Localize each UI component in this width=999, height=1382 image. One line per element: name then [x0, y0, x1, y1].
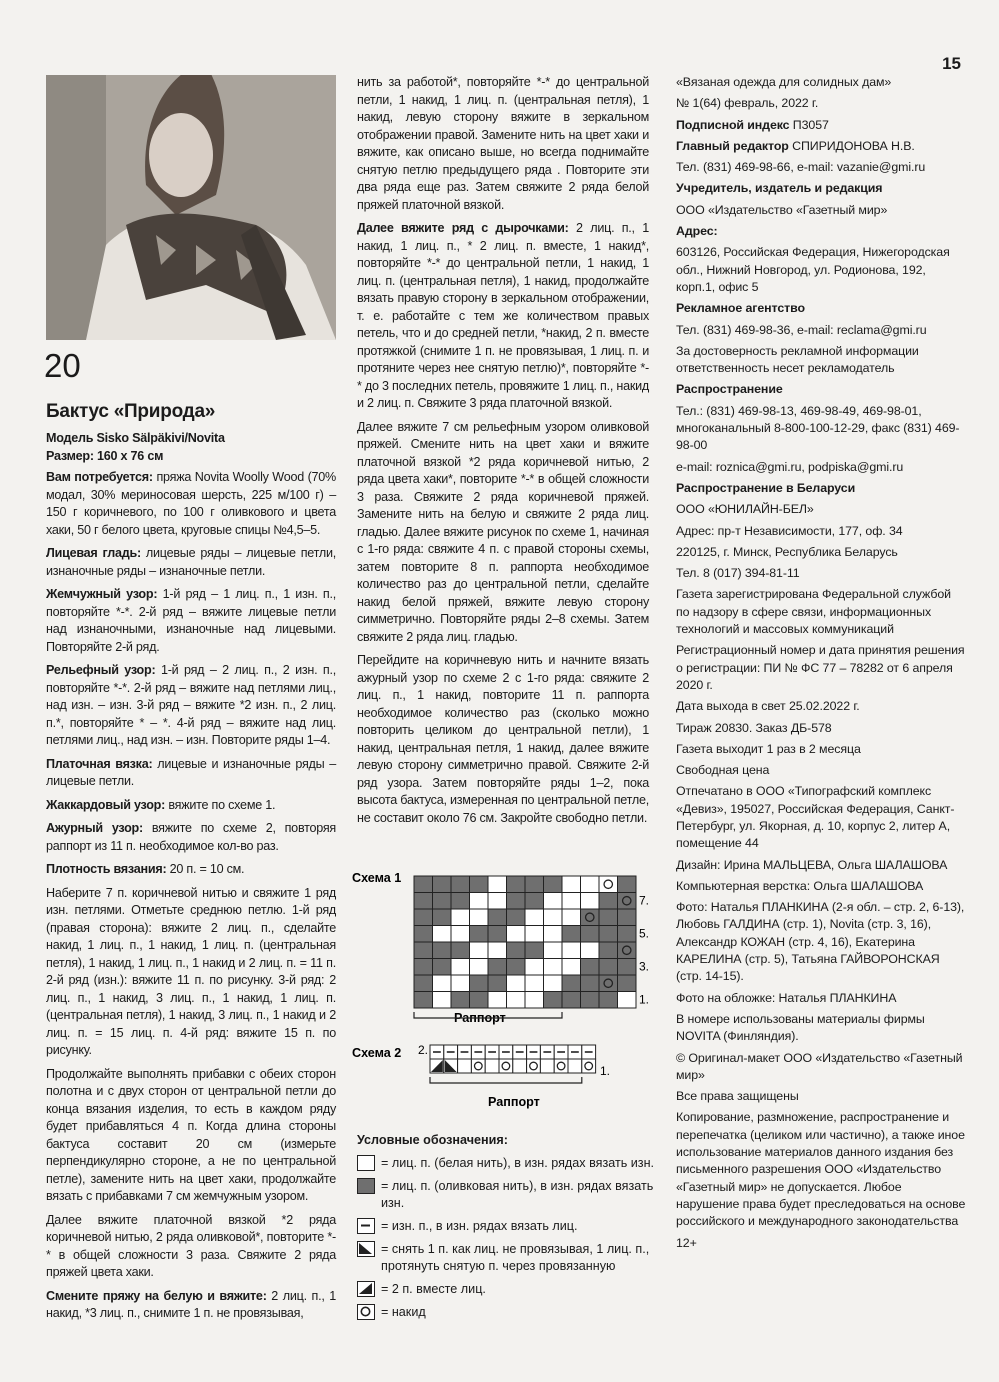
- chart-1-cell: [507, 992, 526, 1009]
- chart-1-cell: [618, 992, 637, 1009]
- chart-1-cell: [507, 942, 526, 959]
- chart-1-rapport: Раппорт: [454, 1011, 506, 1025]
- paragraph-label: Рельефный узор:: [46, 663, 156, 677]
- paragraph-text: Наберите 7 п. коричневой нитью и свяжите 1 ряд изн. петлями. Отметьте среднюю петлю. 1-й ряд (правая сторона): вяжите 2 лиц. п., сделайте накид, 1 лиц. п., 1 накид, 1 лиц. п. (центральная петля), 1 накид, 1 лиц. п., 1 накид и 2 лиц. п. = 11 п. 2-й ряд (изн.): вяжите 11 п. по рисунку. 3-й ряд: 2 лиц. п., 1 накид, 3 лиц. п., 1 накид, 1 лиц. п. (центральная петля), 1 накид, 3 лиц. п., 1 накид и 2 лиц. п. = 15 лиц. п. 4-й ряд: вяжите 15 п. по рисунку.: [46, 885, 336, 1057]
- imprint-text: 12+: [676, 1235, 697, 1250]
- chart-1-cell: [507, 893, 526, 910]
- imprint-text: За достоверность рекламной информации ответственность несет рекламодатель: [676, 343, 919, 376]
- chart-1-cell: [488, 926, 507, 943]
- legend-item: = снять 1 п. как лиц. не провязывая, 1 лиц. п., протянуть снятую п. через провязанную: [357, 1241, 657, 1275]
- chart-1: [350, 872, 650, 1037]
- chart-1-cell: [562, 893, 581, 910]
- chart-1-cell: [599, 909, 618, 926]
- paragraph-text: 2 лиц. п., 1 накид, *3 лиц. п., снимите 1 п. не провязывая,: [46, 1288, 336, 1320]
- chart-1-cell: [451, 893, 470, 910]
- chart-1-cell: [507, 975, 526, 992]
- paragraph: [357, 419, 649, 647]
- paragraph: [46, 469, 336, 539]
- paragraph-text: пряжа Novita Woolly Wood (70% модал, 30% мериносовая шерсть, 225 м/100 г) – 150 г коричневого, по 100 г оливкового и цвета хаки, 50 г белого цвета, круговые спицы №4,5–5.: [46, 470, 336, 537]
- chart-2-cell: [513, 1059, 527, 1073]
- model-photo: [46, 75, 336, 340]
- paragraph-text: Далее вяжите платочной вязкой *2 ряда коричневой нитью, 2 ряда оливковой*, повторите *-* в общей сложности 3 раза. Свяжите 2 ряда пряжей цвета хаки.: [46, 1212, 336, 1279]
- chart-1-cell: [525, 992, 544, 1009]
- imprint-text: СПИРИДОНОВА Н.В.: [788, 138, 915, 153]
- chart-1-grid: [350, 872, 650, 1032]
- chart-1-cell: [599, 959, 618, 976]
- paragraph-label: Вам потребуется:: [46, 470, 153, 484]
- slip-decrease-icon: [357, 1241, 375, 1257]
- chart-1-cell: [414, 909, 433, 926]
- chart-1-cell: [525, 942, 544, 959]
- chart-2-grid: [350, 1044, 650, 1114]
- imprint-text: Газета зарегистрирована Федеральной службой по надзору в сфере связи, информационных технологий и массовых коммуникаций: [676, 587, 951, 637]
- column-2-body: [357, 74, 649, 827]
- imprint-body: [676, 74, 966, 1252]
- paragraph-text: лицевые и изнаночные ряды – лицевые петли.: [46, 756, 336, 788]
- chart-1-cell: [488, 876, 507, 893]
- imprint-text: П3057: [789, 117, 829, 132]
- imprint-line: [676, 762, 966, 779]
- legend-item: = изн. п., в изн. рядах вязать лиц.: [357, 1218, 657, 1235]
- paragraph: [46, 885, 336, 1060]
- imprint-line: [676, 720, 966, 737]
- imprint-line: [676, 990, 966, 1007]
- chart-1-cell: [414, 893, 433, 910]
- imprint-line: [676, 343, 966, 378]
- imprint-text: Фото на обложке: Наталья ПЛАНКИНА: [676, 990, 897, 1005]
- chart-1-cell: [488, 959, 507, 976]
- imprint-text: Все права защищены: [676, 1089, 799, 1104]
- imprint-line: [676, 1050, 966, 1085]
- pattern-number: 20: [44, 347, 81, 384]
- legend-item: = накид: [357, 1304, 657, 1321]
- imprint-line: [676, 74, 966, 91]
- chart-1-cell: [581, 876, 600, 893]
- legend-item: = 2 п. вместе лиц.: [357, 1281, 657, 1298]
- imprint-text: ООО «ЮНИЛАЙН-БЕЛ»: [676, 502, 814, 517]
- paragraph: [357, 220, 649, 413]
- page-number: 15: [942, 54, 961, 73]
- imprint-line: [676, 523, 966, 540]
- chart-1-cell: [451, 959, 470, 976]
- imprint-line: [676, 1088, 966, 1105]
- chart-1-cell: [414, 959, 433, 976]
- chart-1-cell: [414, 942, 433, 959]
- chart-1-cell: [433, 992, 452, 1009]
- chart-1-cell: [470, 942, 489, 959]
- chart-1-cell: [618, 975, 637, 992]
- legend-title: Условные обозначения:: [357, 1133, 508, 1147]
- chart-1-cell: [581, 942, 600, 959]
- paragraph-label: Ажурный узор:: [46, 821, 143, 835]
- chart-1-cell: [618, 909, 637, 926]
- imprint-line: [676, 1235, 966, 1252]
- imprint-label: Главный редактор: [676, 138, 789, 153]
- chart-1-cell: [414, 876, 433, 893]
- chart-1-cell: [544, 992, 563, 1009]
- chart-1-cell: [470, 876, 489, 893]
- chart-1-cell: [599, 975, 618, 992]
- imprint-text: Тираж 20830. Заказ ДБ-578: [676, 720, 832, 735]
- imprint-line: [676, 899, 966, 985]
- imprint-line: [676, 586, 966, 638]
- imprint-line: [676, 783, 966, 852]
- chart-2-cell: [458, 1059, 472, 1073]
- imprint-text: Дата выхода в свет 25.02.2022 г.: [676, 699, 860, 714]
- chart-1-cell: [544, 975, 563, 992]
- chart-1-cell: [544, 942, 563, 959]
- chart-1-cell: [451, 876, 470, 893]
- chart-1-cell: [488, 942, 507, 959]
- imprint-text: Фото: Наталья ПЛАНКИНА (2-я обл. – стр. 2, 6-13), Любовь ГАЛДИНА (стр. 1), Novita (стр. 3, 16), Александр КОЖАН (стр. 4, 16), Екатерина КАРЕЛИНА (стр. 5), Татьяна ГАЙВОРОНСКАЯ (стр. 14-15).: [676, 900, 965, 984]
- chart-1-cell: [562, 926, 581, 943]
- woman-shawl-illustration: [46, 75, 336, 340]
- chart-1-cell: [414, 926, 433, 943]
- chart-1-cell: [470, 992, 489, 1009]
- chart-1-cell: [525, 909, 544, 926]
- imprint-text: Газета выходит 1 раз в 2 месяца: [676, 741, 861, 756]
- chart-1-cell: [488, 909, 507, 926]
- imprint-line: [676, 300, 966, 317]
- imprint-column: [676, 74, 966, 1256]
- legend-item: = лиц. п. (белая нить), в изн. рядах вязать изн.: [357, 1155, 657, 1172]
- chart-2-cell: [527, 1059, 541, 1073]
- olive-square-icon: [357, 1178, 375, 1194]
- imprint-label: Распространение: [676, 382, 783, 397]
- instructions-column-2: [357, 74, 649, 833]
- chart-2-cell: [471, 1059, 485, 1073]
- paragraph-label: Жаккардовый узор:: [46, 797, 166, 812]
- paragraph-text: 1-й ряд – 2 лиц. п., 2 изн. п., повторяйте *-*. 2-й ряд – вяжите над петлями лиц., над изн. – изн. 3-й ряд – вяжите *2 изн. п., 2 лиц. п.*, повторяйте * – *. 4-й ряд – вяжите над лиц. петлями лиц., над изн. – изн. Повторите ряды 1–4.: [46, 663, 336, 747]
- paragraph-text: Перейдите на коричневую нить и начните вязать ажурный узор по схеме 2 с 1-го ряда: свяжите 2 лиц. п., 1 накид, повторите 11 п. раппорта необходимое количество раз (сколько можно повторить целиком до центральной петли), 1 накид, центральная петля, 1 накид, далее вяжите левую сторону симметрично правой. Свяжите 2-й ряд узора. Затем повторяйте ряды 1–2, пока высота бактуса, измеренная по центральной петле, не составит около 76 см. Закройте свободно петли.: [357, 653, 649, 825]
- column-1-body: [46, 469, 336, 1323]
- imprint-line: [676, 244, 966, 296]
- chart-1-cell: [562, 959, 581, 976]
- imprint-line: [676, 138, 966, 155]
- imprint-line: [676, 381, 966, 398]
- chart-1-cell: [470, 893, 489, 910]
- chart-2-row-1: 1.: [600, 1064, 611, 1078]
- imprint-text: Дизайн: Ирина МАЛЬЦЕВА, Ольга ШАЛАШОВА: [676, 857, 948, 872]
- paragraph-label: Платочная вязка:: [46, 756, 153, 771]
- chart-1-cell: [525, 926, 544, 943]
- imprint-line: [676, 1011, 966, 1046]
- chart-1-cell: [618, 893, 637, 910]
- chart-1-cell: [525, 893, 544, 910]
- chart-2-cell: [540, 1059, 554, 1073]
- model-credit: Модель Sisko Sälpäkivi/Novita: [46, 431, 225, 445]
- chart-1-cell: [544, 926, 563, 943]
- paragraph-text: лицевые ряды – лицевые петли, изнаночные ряды – изнаночные петли.: [46, 546, 336, 578]
- chart-1-cell: [599, 926, 618, 943]
- chart-1-cell: [470, 959, 489, 976]
- imprint-text: Компьютерная верстка: Ольга ШАЛАШОВА: [676, 878, 924, 893]
- paragraph-text: 2 лиц. п., 1 накид, 1 лиц. п., * 2 лиц. п. вместе, 1 накид*, повторяйте *-* до центральной петли, 1 накид, 1 лиц. п. (центральная петля), 1 накид, продолжайте вязать правую сторону в зеркальном отображении, т. е. работайте с тем же количеством правых петель, что и до средней петли, *накид, 2 п. вместе протяжкой (снимите 1 п. не провязывая, 1 лиц. п. и протяните через нее снятую петлю)*, повторяйте *-* до 3 последних петель, провяжите 1 лиц. п., накид и 2 лиц. п. Свяжите 3 ряда платочной вязкой.: [357, 221, 649, 410]
- chart-1-cell: [599, 992, 618, 1009]
- imprint-text: 220125, г. Минск, Республика Беларусь: [676, 544, 898, 559]
- chart-1-cell: [451, 926, 470, 943]
- paragraph-text: 20 п. = 10 см.: [166, 862, 245, 876]
- imprint-label: Адрес:: [676, 224, 718, 239]
- paragraph-text: 1-й ряд – 1 лиц. п., 1 изн. п., повторяйте *-*. 2-й ряд – вяжите лицевые петли над изнаночными, изнаночные над лицевыми. Повторяйте 2-й ряд.: [46, 587, 336, 654]
- paragraph-label: Плотность вязания:: [46, 862, 167, 876]
- paragraph-text: вяжите по схеме 1.: [165, 797, 276, 812]
- chart-2-cell: [554, 1059, 568, 1073]
- chart-1-cell: [433, 975, 452, 992]
- chart-1-cell: [433, 959, 452, 976]
- chart-1-cell: [581, 992, 600, 1009]
- imprint-text: 603126, Российская Федерация, Нижегородская обл., Нижний Новгород, ул. Родионова, 192, корп.1, офис 5: [676, 245, 950, 294]
- imprint-line: [676, 642, 966, 694]
- chart-1-cell: [451, 975, 470, 992]
- pattern-title: Бактус «Природа»: [46, 401, 216, 422]
- imprint-line: [676, 857, 966, 874]
- imprint-text: Свободная цена: [676, 763, 770, 778]
- chart-1-cell: [599, 876, 618, 893]
- chart-1-cell: [544, 959, 563, 976]
- chart-1-cell: [618, 926, 637, 943]
- paragraph: [46, 1288, 336, 1323]
- chart-1-cell: [470, 909, 489, 926]
- imprint-line: [676, 565, 966, 582]
- imprint-text: ООО «Издательство «Газетный мир»: [676, 202, 888, 217]
- chart-1-cell: [618, 959, 637, 976]
- imprint-text: Копирование, размножение, распространение и перепечатка (целиком или частично), а также иное использование материалов данного издания без письменного разрешения ООО «Издательство «Газетный мир» не допускается. Любое нарушение права будет преследоваться на основе российского и международного законодательства: [676, 1110, 966, 1229]
- paragraph: [46, 545, 336, 580]
- legend-item: = лиц. п. (оливковая нить), в изн. рядах вязать изн.: [357, 1178, 657, 1212]
- imprint-line: [676, 878, 966, 895]
- imprint-line: [676, 741, 966, 758]
- paragraph: [46, 820, 336, 855]
- paragraph: [46, 1212, 336, 1282]
- paragraph-text: Далее вяжите 7 см рельефным узором оливковой пряжей. Смените нить на цвет хаки и вяжите платочной вязкой *2 ряда коричневой нитью, 2 ряда цвета хаки*, повторите *-* в общей сложности 3 раза. Свяжите 2 ряда коричневой пряжей. Замените нить на белую и свяжите 2 ряда лиц. гладью. Далее вяжите рисунок по схеме 1, начиная с 1-го ряда: свяжите 4 п. с правой стороны схемы, затем повторите 8 п. раппорта необходимое количество раз до центральной петли, сделайте накид белой пряжей, вяжите левую сторону симметрично. Повторяйте ряды 2–8 схемы. Затем свяжите 2 ряда лиц. гладью.: [357, 419, 649, 644]
- imprint-line: [676, 1109, 966, 1230]
- paragraph: [46, 586, 336, 656]
- chart-1-cell: [433, 926, 452, 943]
- chart-1-cell: [562, 942, 581, 959]
- chart-2: [350, 1044, 650, 1119]
- chart-1-cell: [507, 876, 526, 893]
- chart-1-cell: [581, 959, 600, 976]
- imprint-line: [676, 159, 966, 176]
- paragraph: [357, 652, 649, 827]
- imprint-line: [676, 117, 966, 134]
- chart-2-row-2: 2.: [418, 1044, 429, 1057]
- imprint-text: Тел. 8 (017) 394-81-11: [676, 566, 800, 581]
- chart-1-cell: [618, 876, 637, 893]
- chart-1-cell: [544, 893, 563, 910]
- chart-1-cell: [525, 975, 544, 992]
- imprint-line: [676, 459, 966, 476]
- imprint-text: Тел. (831) 469-98-66, e-mail: vazanie@gmi.ru: [676, 160, 926, 175]
- imprint-line: [676, 501, 966, 518]
- imprint-text: Тел.: (831) 469-98-13, 469-98-49, 469-98-01, многоканальный 8-800-100-12-29, факс (831) 469-98-00: [676, 403, 960, 453]
- imprint-label: Подписной индекс: [676, 117, 790, 132]
- chart-1-cell: [507, 926, 526, 943]
- chart-legend: [357, 1132, 657, 1327]
- imprint-text: «Вязаная одежда для солидных дам»: [676, 75, 892, 89]
- chart-1-cell: [414, 992, 433, 1009]
- imprint-line: [676, 403, 966, 455]
- paragraph: [46, 1066, 336, 1206]
- chart-1-cell: [470, 975, 489, 992]
- chart-1-cell: [433, 876, 452, 893]
- chart-1-cell: [451, 942, 470, 959]
- imprint-line: [676, 180, 966, 197]
- chart-2-cell: [568, 1059, 582, 1073]
- imprint-line: [676, 698, 966, 715]
- paragraph-text: нить за работой*, повторяйте *-* до центральной петли, 1 накид, 1 лиц. п. (центральная петля), 1 накид, левую сторону вяжите в зеркальном отображении правой. Замените нить на цвет хаки и вяжите, как описано выше, но всегда поднимайте снятую петлю предыдущего ряда . Повторите эти два ряда еще раз. Затем свяжите 2 ряда белой пряжей платочной вязкой.: [357, 75, 649, 212]
- paragraph-label: Смените пряжу на белую и вяжите:: [46, 1288, 267, 1303]
- imprint-text: e-mail: roznica@gmi.ru, podpiska@gmi.ru: [676, 459, 904, 474]
- chart-1-cell: [562, 876, 581, 893]
- imprint-label: Рекламное агентство: [676, 301, 805, 316]
- chart-1-cell: [618, 942, 637, 959]
- imprint-line: [676, 322, 966, 339]
- chart-1-cell: [562, 909, 581, 926]
- k2tog-icon: [357, 1281, 375, 1297]
- chart-1-row-number: 7.: [639, 893, 650, 908]
- chart-1-cell: [544, 909, 563, 926]
- instructions-column-1: [46, 400, 336, 1329]
- white-square-icon: [357, 1155, 375, 1171]
- paragraph: [46, 756, 336, 791]
- imprint-line: [676, 223, 966, 240]
- chart-1-cell: [599, 942, 618, 959]
- chart-1-cell: [581, 893, 600, 910]
- paragraph-text: вяжите по схеме 2, повторяя раппорт из 11 п. необходимое кол-во раз.: [46, 821, 336, 853]
- chart-1-cell: [433, 909, 452, 926]
- chart-1-cell: [562, 975, 581, 992]
- chart-1-cell: [451, 909, 470, 926]
- paragraph: [46, 662, 336, 750]
- imprint-text: Адрес: пр-т Независимости, 177, оф. 34: [676, 523, 903, 538]
- imprint-label: Учредитель, издатель и редакция: [676, 181, 883, 196]
- rapport-bracket: [430, 1077, 582, 1083]
- chart-1-cell: [562, 992, 581, 1009]
- chart-1-label: Схема 1: [352, 872, 402, 885]
- chart-1-cell: [507, 959, 526, 976]
- dash-square-icon: [357, 1218, 375, 1234]
- chart-2-cell: [582, 1059, 596, 1073]
- chart-1-cell: [544, 876, 563, 893]
- chart-1-cell: [599, 893, 618, 910]
- chart-1-row-number: 5.: [639, 926, 650, 941]
- chart-2-cell: [499, 1059, 513, 1073]
- chart-1-cell: [488, 992, 507, 1009]
- chart-2-rapport: Раппорт: [488, 1095, 540, 1109]
- imprint-text: Тел. (831) 469-98-36, e-mail: reclama@gmi.ru: [676, 322, 927, 337]
- chart-1-cell: [581, 909, 600, 926]
- chart-1-cell: [451, 992, 470, 1009]
- yarn-over-icon: [357, 1304, 375, 1320]
- chart-1-cell: [507, 909, 526, 926]
- chart-2-label: Схема 2: [352, 1046, 402, 1060]
- imprint-text: Регистрационный номер и дата принятия решения о регистрации: ПИ № ФС 77 – 78282 от 6 апреля 2020 г.: [676, 643, 965, 692]
- chart-1-cell: [470, 926, 489, 943]
- imprint-text: № 1(64) февраль, 2022 г.: [676, 96, 819, 111]
- paragraph: [46, 861, 336, 879]
- imprint-line: [676, 95, 966, 112]
- chart-1-cell: [581, 975, 600, 992]
- paragraph: [357, 74, 649, 214]
- size-info: Размер: 160 х 76 см: [46, 448, 164, 463]
- chart-1-cell: [488, 893, 507, 910]
- chart-1-cell: [433, 893, 452, 910]
- chart-1-cell: [433, 942, 452, 959]
- paragraph: [46, 797, 336, 815]
- imprint-line: [676, 480, 966, 497]
- chart-1-cell: [525, 876, 544, 893]
- imprint-line: [676, 544, 966, 561]
- chart-1-cell: [525, 959, 544, 976]
- chart-1-row-number: 1.: [639, 992, 650, 1007]
- paragraph-label: Далее вяжите ряд с дырочками:: [357, 221, 569, 235]
- paragraph-label: Лицевая гладь:: [46, 546, 141, 560]
- chart-1-row-number: 3.: [639, 959, 650, 974]
- imprint-text: Отпечатано в ООО «Типографский комплекс «Девиз», 195027, Российская Федерация, Санкт-Петербург, ул. Якорная, д. 10, корпус 2, литер А, помещение 44: [676, 784, 955, 851]
- chart-1-cell: [581, 926, 600, 943]
- imprint-text: В номере использованы материалы фирмы NOVITA (Финляндия).: [676, 1011, 925, 1044]
- imprint-label: Распространение в Беларуси: [676, 480, 856, 495]
- imprint-line: [676, 202, 966, 219]
- chart-1-cell: [414, 975, 433, 992]
- paragraph-label: Жемчужный узор:: [46, 587, 158, 601]
- chart-2-cell: [485, 1059, 499, 1073]
- paragraph-text: Продолжайте выполнять прибавки с обеих сторон полотна и с двух сторон от центральной петли до конца вязания изделия, то есть в каждом ряду будет прибавляться 4 п. Когда длина стороны бактуса составит 20 см (измерьте перпендикулярно стороне, а не по центральной петле), замените нить на цвет хаки, продолжайте вязать с прибавками 7 см жемчужным узором.: [46, 1066, 336, 1203]
- imprint-text: © Оригинал-макет ООО «Издательство «Газетный мир»: [676, 1050, 963, 1082]
- chart-1-cell: [488, 975, 507, 992]
